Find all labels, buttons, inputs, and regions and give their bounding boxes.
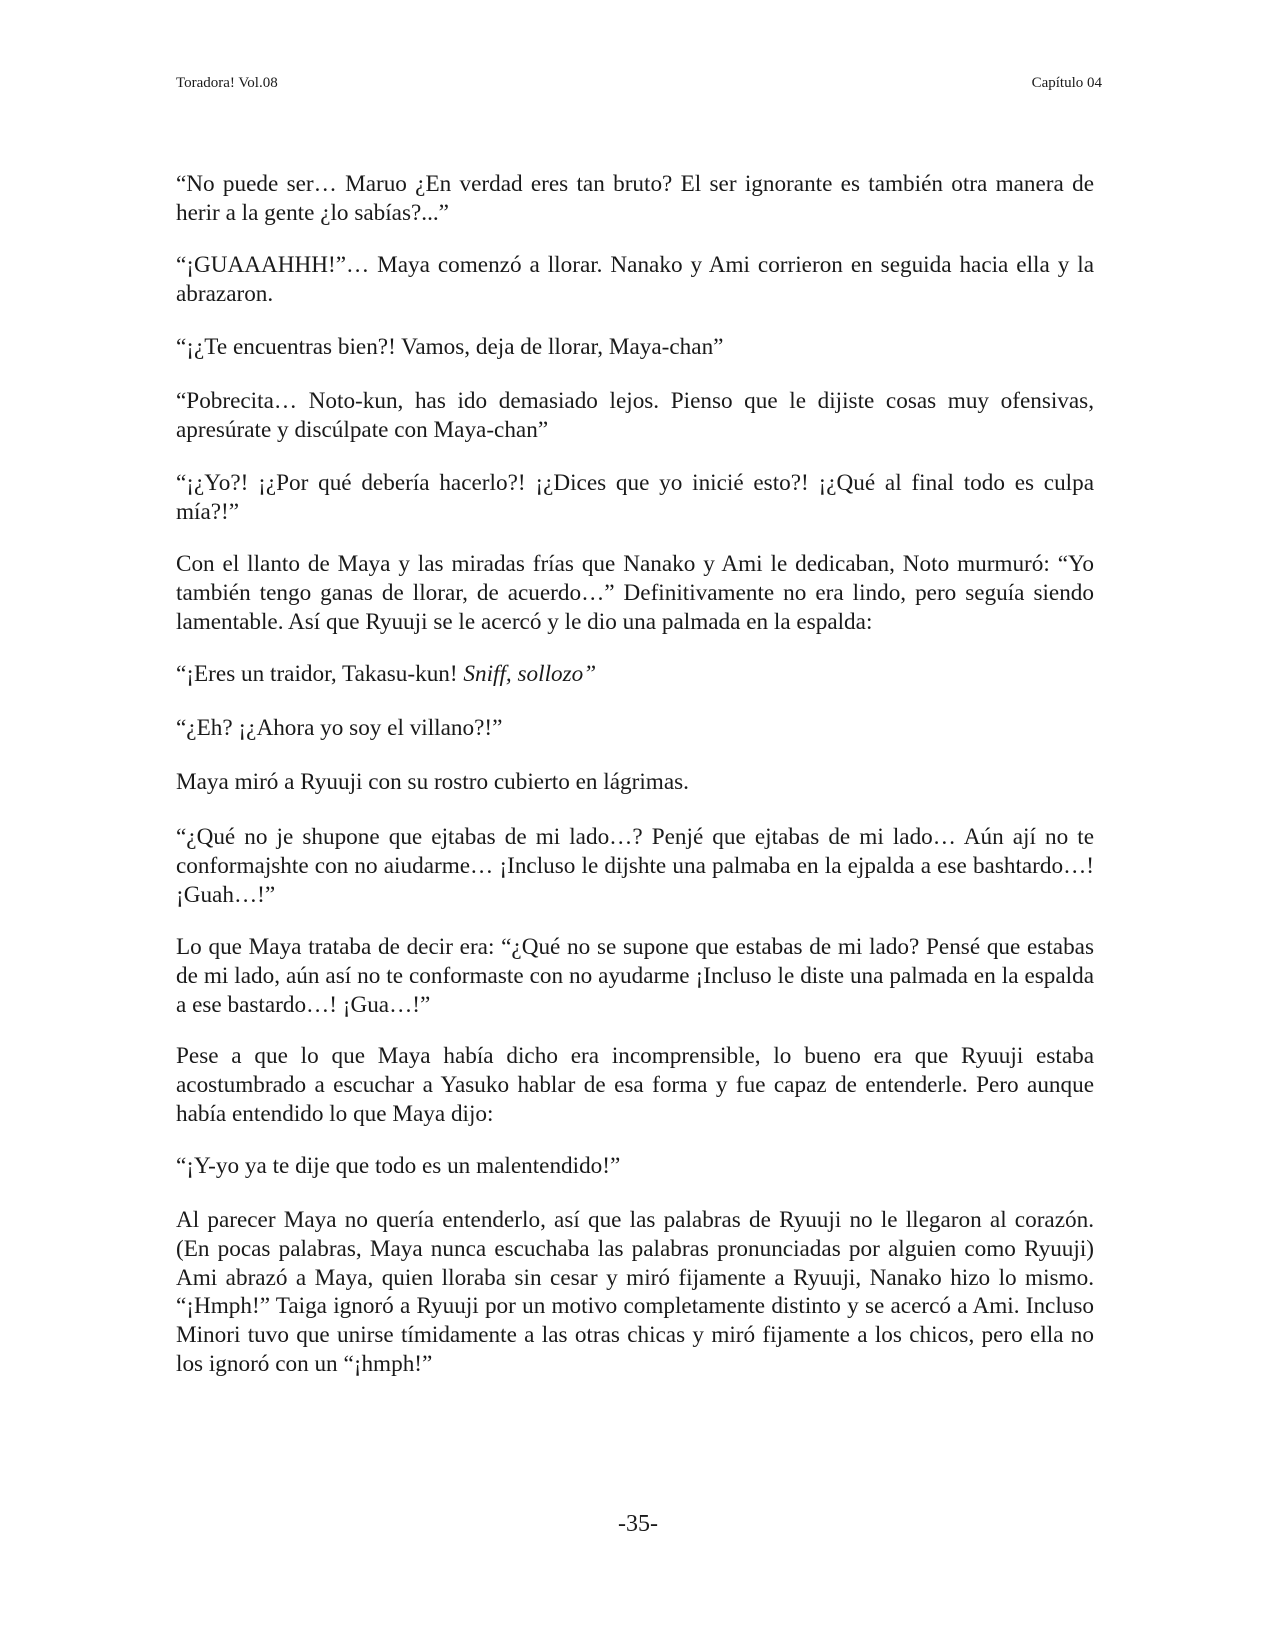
paragraph-6: Con el llanto de Maya y las miradas frías que Nanako y Ami le dedicaban, Noto murmuró: “Yo también tengo ganas de llorar, de acuerdo…” Definitivamente no era lindo, pero seguía siendo lamentable. Así que Ryuuji se le acercó y le dio una palmada en la espalda: [176,551,1094,635]
paragraph-1: “No puede ser… Maruo ¿En verdad eres tan bruto? El ser ignorante es también otra manera de herir a la gente ¿lo sabías?...” [176,171,1094,226]
paragraph-11: Lo que Maya trataba de decir era: “¿Qué no se supone que estabas de mi lado? Pensé que estabas de mi lado, aún así no te conformaste con no ayudarme ¡Incluso le diste una palmada en la espalda a ese bastardo…! ¡Gua…!” [176,934,1094,1018]
paragraph-13: “¡Y-yo ya te dije que todo es un malentendido!” [176,1153,621,1179]
paragraph-7-roman: “¡Eres un traidor, Takasu-kun! [176,661,464,687]
page-number: -35- [618,1511,658,1537]
paragraph-10: “¿Qué no je shupone que ejtabas de mi lado…? Penjé que ejtabas de mi lado… Aún ají no te conformajshte con no aiudarme… ¡Incluso le dijshte una palmaba en la ejpalda a ese bashtardo…! ¡Guah…!” [176,824,1094,908]
paragraph-4: “Pobrecita… Noto-kun, has ido demasiado lejos. Pienso que le dijiste cosas muy ofensivas, apresúrate y discúlpate con Maya-chan” [176,388,1094,443]
paragraph-2: “¡GUAAAHHH!”… Maya comenzó a llorar. Nanako y Ami corrieron en seguida hacia ella y la abrazaron. [176,252,1094,307]
running-header-chapter: Capítulo 04 [1031,75,1102,91]
running-header-title: Toradora! Vol.08 [176,75,278,91]
paragraph-3: “¡¿Te encuentras bien?! Vamos, deja de llorar, Maya-chan” [176,334,724,360]
paragraph-7-italic: Sniff, sollozo” [463,661,597,687]
paragraph-8: “¿Eh? ¡¿Ahora yo soy el villano?!” [176,715,503,741]
paragraph-14: Al parecer Maya no quería entenderlo, así que las palabras de Ryuuji no le llegaron al corazón. (En pocas palabras, Maya nunca escuchaba las palabras pronunciadas por alguien como Ryuuji) Ami abrazó a Maya, quien lloraba sin cesar y miró fijamente a Ryuuji, Nanako hizo lo mismo. “¡Hmph!” Taiga ignoró a Ryuuji por un motivo completamente distinto y se acercó a Ami. Incluso Minori tuvo que unirse tímidamente a las otras chicas y miró fijamente a los chicos, pero ella no los ignoró con un “¡hmph!” [176,1207,1094,1377]
paragraph-9: Maya miró a Ryuuji con su rostro cubierto en lágrimas. [176,769,689,795]
paragraph-12: Pese a que lo que Maya había dicho era incomprensible, lo bueno era que Ryuuji estaba acostumbrado a escuchar a Yasuko hablar de esa forma y fue capaz de entenderle. Pero aunque había entendido lo que Maya dijo: [176,1043,1094,1127]
paragraph-7 [176,660,1094,689]
paragraph-5: “¡¿Yo?! ¡¿Por qué debería hacerlo?! ¡¿Dices que yo inicié esto?! ¡¿Qué al final todo es culpa mía?!” [176,470,1094,525]
